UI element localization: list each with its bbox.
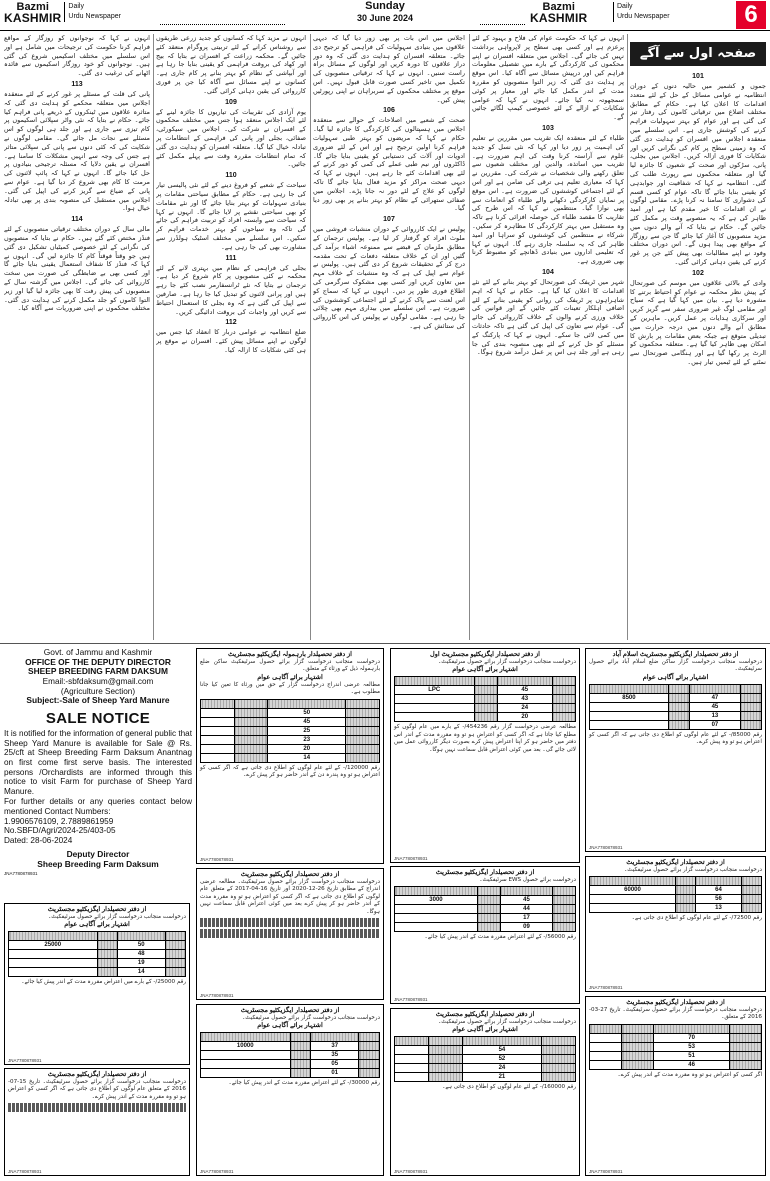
ad-ref: JNA7780878931	[589, 1169, 623, 1174]
ad-heirs-table: 70 53 51 46	[589, 1024, 762, 1070]
ad-heading: از دفتر تحصیلدار بارہمولہ ایگزیکٹیو مجسٹریٹ	[228, 651, 352, 658]
article-text: ضلع انتظامیہ نے عوامی دربار کا انعقاد کیا جس میں لوگوں نے اپنے مسائل پیش کئے۔ افسران نے موقع پر ہی کئی شکایات کا ازالہ کیا۔	[156, 328, 306, 354]
sale-notice-office: OFFICE OF THE DEPUTY DIRECTOR	[25, 656, 171, 667]
article-number: 113	[71, 80, 83, 88]
ad-ref: JNA7780878931	[394, 997, 428, 1002]
ad-heading: از دفتر تحصیلدار ایگزیکٹیو مجسٹریٹ	[47, 906, 147, 913]
ad-subheading: اشتہار برائے آگاہی عوام	[64, 921, 130, 929]
ad-text: درخواست برائے حصول EWS سرٹیفکیٹ۔	[479, 877, 576, 883]
article-text: یوم آزادی کی تقریبات کی تیاریوں کا جائزہ لینے کے لئے ایک اجلاس منعقد ہوا جس میں مختلف محکموں کے افسران نے شرکت کی۔ اجلاس میں سیکورٹی، صفائی، بجلی اور پانی کی فراہمی کے انتظامات پر تبادلہ خیال کیا گیا۔ متعلقہ افسران کو ہدایت دی گئی کہ تمام انتظامات مقررہ وقت سے پہلے مکمل کئے جائیں۔	[156, 107, 306, 169]
ad-heading: از دفتر تحصیلدار ایگزیکٹیو مجسٹریٹ	[435, 869, 535, 876]
article-number: 109	[225, 98, 237, 106]
ad-subheading: اشتہار برائے آگاہی عوام	[452, 1026, 518, 1034]
classified-ad	[4, 1068, 190, 1176]
ad-text: درخواست منجانب درخواست گزار برائے حصول سرٹیفکیٹ۔ تاریخ 15-07-2016 کے متعلق عام لوگوں کو اطلاع دی جاتی ہے کہ اگر کسی کو اعتراض ہو تو وہ مقررہ مدت کے اندر پیش کرے۔	[8, 1079, 186, 1100]
masthead-right-logo	[530, 2, 587, 24]
masthead-date: 30 June 2024	[356, 13, 414, 23]
article-column-4	[156, 34, 306, 640]
column-rule	[469, 34, 470, 640]
masthead-dateline	[290, 0, 480, 24]
ad-heirs-table: 60000 64 56 13	[589, 876, 762, 913]
classified-ad	[390, 866, 580, 1004]
ad-ref: JNA7780878931	[8, 1058, 42, 1063]
article-text: اجلاس میں اس بات پر بھی زور دیا گیا کہ دیہی علاقوں میں بنیادی سہولیات کی فراہمی کو ترجیح دی جائے۔ متعلقہ افسران کو ہدایت دی گئی کہ وہ دور دراز علاقوں کا دورہ کریں اور لوگوں کے مسائل براہ راست سنیں۔ انہوں نے کہا کہ ترقیاتی منصوبوں کی تکمیل میں تاخیر کسی صورت قابل قبول نہیں۔ اس موقع پر مختلف محکموں کے سربراہان نے اپنی رپورٹیں پیش کیں۔	[313, 34, 465, 104]
column-rule	[627, 34, 628, 640]
article-number: 103	[542, 124, 554, 132]
ad-ref: JNA7780878931	[589, 845, 623, 850]
article-text: بجلی کی فراہمی کے نظام میں بہتری لانے کے لئے محکمہ نے کئی منصوبوں پر کام شروع کر دیا ہے۔ ترجمان نے بتایا کہ نئے ٹرانسفارمر نصب کئے جا رہے ہیں اور پرانی لائنوں کو تبدیل کیا جا رہا ہے۔ صارفین سے اپیل کی گئی ہے کہ وہ بجلی کا استعمال احتیاط سے کریں اور واجبات کی بروقت ادائیگی کریں۔	[156, 263, 306, 316]
article-text: جموں و کشمیر میں حالیہ دنوں کے دوران انتظامیہ نے عوامی مسائل کے حل کے لئے متعدد اقدامات کا اعلان کیا ہے۔ حکام کے مطابق مختلف اضلاع میں ترقیاتی کاموں کی رفتار تیز کی گئی ہے اور عوام کو بہتر سہولیات فراہم کرنے کی کوشش جاری ہے۔ اس سلسلے میں منعقدہ اجلاس میں افسران کو ہدایت دی گئی کہ وہ زمینی سطح پر کام کی نگرانی کریں اور شکایات کا فوری ازالہ کریں۔ اجلاس میں بجلی، پانی، سڑکوں اور صحت کے شعبوں کا جائزہ لیا گیا اور متعلقہ محکموں سے رپورٹ طلب کی گئی۔ انتظامیہ نے کہا کہ شفافیت اور جوابدہی کو یقینی بنایا جائے گا تاکہ عوام کو کسی قسم کی دشواری کا سامنا نہ کرنا پڑے۔ مقامی لوگوں نے ان اقدامات کا خیر مقدم کیا ہے اور امید ظاہر کی ہے کہ یہ منصوبے وقت پر مکمل کئے جائیں گے۔ حکام نے بتایا کہ آنے والے دنوں میں مزید منصوبوں کا آغاز کیا جائے گا جن سے روزگار کے مواقع بھی پیدا ہوں گے۔ اس دوران مختلف وفود نے اپنے مطالبات بھی پیش کئے جن پر غور کرنے کی یقین دہانی کرائی گئی۔	[630, 82, 766, 266]
ad-heirs-table: 10000 37 35 05 01	[200, 1032, 380, 1078]
sale-notice-phones: 1.9906576109, 2.7889861959	[4, 816, 114, 826]
ad-text: رقم 56000/- کے لئے اعتراض مقررہ مدت کے اندر پیش کیا جائے۔	[424, 934, 576, 941]
sale-notice-signatory-office: Sheep Breeding Farm Daksum	[37, 859, 159, 870]
ad-text: درخواست منجانب درخواست گزار برائے حصول سرٹیفکیٹ۔	[48, 914, 186, 920]
sale-notice-govt: Govt. of Jammu and Kashmir	[43, 647, 153, 657]
article-column-3	[313, 34, 465, 640]
ad-heirs-table: 54 52 24 21	[394, 1036, 576, 1082]
article-text: انہوں نے مزید کہا کہ کسانوں کو جدید زرعی طریقوں سے روشناس کرانے کے لئے تربیتی پروگرام منعقد کئے جائیں گے۔ محکمہ زراعت کے افسران نے بتایا کہ بیج اور کھاد کی بروقت فراہمی کو یقینی بنایا جا رہا ہے اور آبپاشی کے نظام کو بہتر بنانے پر کام جاری ہے۔ کسانوں نے اپنے مسائل سے آگاہ کیا جن پر فوری کارروائی کی یقین دہانی کرائی گئی۔	[156, 34, 306, 95]
ad-text: درخواست منجانب درخواست گزار برائے حصول سرٹیفکیٹ۔	[438, 659, 576, 665]
ad-text: درخواست منجانب درخواست گزار برائے حصول سرٹیفکیٹ ساکن ضلع بارہمولہ ذیل کے ورثاء کے متعلق۔	[200, 659, 380, 673]
article-number: 106	[383, 107, 395, 115]
masthead-day: Sunday	[365, 0, 405, 12]
ad-text: درخواست منجانب درخواست گزار ساکن ضلع اسلام آباد برائے حصول سرٹیفکیٹ۔	[589, 659, 762, 673]
ad-text: رقم 25000/- کے بارے میں اعتراض مقررہ مدت کے اندر پیش کیا جائے۔	[21, 979, 186, 986]
ad-heading: از دفتر تحصیلدار ایگزیکٹیو مجسٹریٹ	[47, 1071, 147, 1078]
ad-ref: JNA7780878931	[200, 1169, 234, 1174]
sale-notice-ad	[4, 648, 192, 898]
ad-text: رقم 30000/- کے لئے اعتراض مقررہ مدت کے اندر پیش کیا جائے۔	[228, 1080, 380, 1087]
article-number: 104	[542, 268, 554, 276]
masthead-right-tag	[610, 2, 670, 22]
article-text: وادی کے بالائی علاقوں میں موسم کی صورتحال کے پیش نظر محکمہ نے عوام کو احتیاط برتنے کا مشورہ دیا ہے۔ بیان میں کہا گیا ہے کہ سیاح اور مقامی لوگ غیر ضروری سفر سے گریز کریں اور سرکاری ہدایات پر عمل کریں۔ ماہرین کے مطابق آنے والے دنوں میں درجہ حرارت میں تبدیلی متوقع ہے جبکہ بعض مقامات پر بارش کا امکان بھی ظاہر کیا گیا ہے۔ متعلقہ محکموں کو الرٹ پر رکھا گیا ہے اور ہنگامی صورتحال سے نمٹنے کے لئے ٹیمیں تیار ہیں۔	[630, 278, 766, 366]
article-number: 111	[225, 254, 237, 262]
masthead-tag-urdu: Urdu Newspaper	[617, 13, 670, 20]
sale-notice-number: No.SBFD/Agri/2024-25/403-05	[4, 826, 116, 836]
masthead-name-bottom: KASHMIR	[530, 11, 588, 25]
ad-text: رقم 72500/- کے لئے عام لوگوں کو اطلاع دی جاتی ہے۔	[631, 915, 762, 922]
masthead-dotted-rule-right	[480, 24, 525, 25]
ad-ref: JNA7780878931	[8, 1169, 42, 1174]
classified-ad	[585, 648, 766, 852]
ad-text: درخواست منجانب درخواست گزار برائے حصول سرٹیفکیٹ۔ مطالعہ عرضی اندراج کے مطابق تاریخ 26-12-2020 اور تاریخ 16-04-2017 کے متعلق عام لوگوں کو اطلاع دی جاتی ہے کہ اگر کسی کو اعتراض ہو تو وہ مقررہ مدت کے اندر حاضر ہو کر پیش کرے بعد میں کوئی اعتراض قابل سماعت نہیں ہوگا۔	[200, 879, 381, 915]
ad-text: درخواست منجانب درخواست گزار برائے حصول سرٹیفکیٹ۔	[242, 1015, 380, 1021]
article-text: مالی سال کے دوران مختلف ترقیاتی منصوبوں کے لئے فنڈز مختص کئے گئے ہیں۔ حکام نے بتایا کہ منصوبوں کی نگرانی کے لئے خصوصی کمیٹیاں تشکیل دی گئی ہیں جو وقتاً فوقتاً کام کا جائزہ لیں گی۔ انہوں نے کہا کہ فنڈز کا شفاف استعمال یقینی بنایا جائے گا اور کسی بھی بے ضابطگی کی صورت میں سخت کارروائی کی جائے گی۔ اجلاس میں گزشتہ سال کے منصوبوں کی پیش رفت کا بھی جائزہ لیا گیا اور زیر التوا کاموں کو جلد مکمل کرنے کی ہدایت دی گئی۔ مختلف محکموں نے اپنی ضروریات سے آگاہ کیا۔	[4, 225, 150, 313]
sale-notice-ref: JNA7780878931	[4, 871, 38, 877]
ad-text-line	[200, 929, 380, 938]
ad-text-line	[8, 1103, 186, 1112]
ad-heirs-table: 50 45 25 23 20 14	[200, 699, 380, 763]
ad-subheading: اشتہار برائے آگاہی عوام	[257, 1022, 323, 1030]
ad-text-line	[200, 918, 380, 927]
article-text: شہر میں ٹریفک کی صورتحال کو بہتر بنانے کے لئے نئے اقدامات کا اعلان کیا گیا ہے۔ حکام نے کہا کہ اہم شاہراہوں پر ٹریفک کی روانی کو یقینی بنانے کے لئے اضافی اہلکار تعینات کئے جائیں گے اور قوانین کی خلاف ورزی کرنے والوں کے خلاف کارروائی کی جائے گی۔ عوام سے تعاون کی اپیل کی گئی ہے تاکہ حادثات میں کمی لائی جا سکے۔ انہوں نے کہا کہ پارکنگ کے مسئلے کو حل کرنے کے لئے بھی منصوبہ بندی کی جا رہی ہے اور جلد ہی اس پر عمل درآمد شروع ہوگا۔	[472, 277, 624, 357]
sale-notice-date: Dated: 28-06-2024	[4, 835, 73, 845]
ad-text: درخواست منجانب درخواست گزار برائے حصول سرٹیفکیٹ۔	[624, 867, 762, 873]
masthead	[0, 0, 770, 30]
ad-text: رقم 160000/- کے لئے عام لوگوں کو اطلاع دی جاتی ہے۔	[442, 1084, 576, 1091]
masthead-name-top: Bazmi	[16, 1, 49, 13]
classified-ad	[196, 648, 384, 864]
ad-subheading: اشتہار برائے آگاہی عوام	[452, 666, 518, 674]
article-number: 107	[383, 216, 395, 224]
article-column-5	[4, 34, 150, 640]
article-text: پانی کی قلت کے مسئلے پر غور کرنے کے لئے منعقدہ اجلاس میں متعلقہ محکمے کو ہدایت دی گئی کہ متاثرہ علاقوں میں ٹینکروں کے ذریعے پانی فراہم کیا جائے۔ حکام نے بتایا کہ نئی واٹر سپلائی اسکیموں پر کام تیزی سے جاری ہے اور جلد ہی لوگوں کو اس مسئلے سے نجات مل جائے گی۔ مقامی لوگوں نے شکایت کی کہ کئی دنوں سے پانی کی سپلائی متاثر ہے جس کی وجہ سے انہیں مشکلات کا سامنا ہے۔ افسران نے یقین دلایا کہ مسئلہ ترجیحی بنیادوں پر حل کیا جائے گا۔ انہوں نے کہا کہ پائپ لائنوں کی مرمت کا کام بھی شروع کر دیا گیا ہے۔ عوام سے پانی کے ضیاع سے گریز کرنے کی اپیل کی گئی۔ اجلاس میں مستقبل کی منصوبہ بندی پر بھی تبادلہ خیال ہوا۔	[4, 89, 150, 213]
article-text: صحت کے شعبے میں اصلاحات کے حوالے سے منعقدہ اجلاس میں ہسپتالوں کی کارکردگی کا جائزہ لیا گیا۔ حکام نے کہا کہ مریضوں کو بہتر طبی سہولیات فراہم کرنا اولین ترجیح ہے اور اس کے لئے ضروری ادویات اور آلات کی دستیابی کو یقینی بنایا جائے گا۔ ڈاکٹروں اور نیم طبی عملے کی کمی کو دور کرنے کے لئے بھی اقدامات کئے جا رہے ہیں۔ انہوں نے کہا کہ دیہی صحت مراکز کو مزید فعال بنایا جائے گا تاکہ لوگوں کو علاج کے لئے دور نہ جانا پڑے۔ اجلاس میں صفائی ستھرائی کے نظام کو بہتر بنانے پر بھی زور دیا گیا۔	[313, 116, 465, 213]
masthead-tag-daily: Daily	[617, 3, 633, 10]
article-text: سیاحت کے شعبے کو فروغ دینے کے لئے نئی پالیسی تیار کی جا رہی ہے۔ حکام کے مطابق سیاحتی مقامات پر بنیادی سہولیات کو بہتر بنایا جائے گا اور نئے مقامات کو بھی سیاحتی نقشے پر لایا جائے گا۔ انہوں نے کہا کہ سیاحت سے وابستہ افراد کو تربیت فراہم کی جائے گی تاکہ وہ سیاحوں کو بہتر خدمات فراہم کر سکیں۔ اس سلسلے میں مختلف اسٹیک ہولڈرز سے مشاورت بھی کی جا رہی ہے۔	[156, 181, 306, 251]
ads-section-rule	[0, 643, 770, 644]
article-number: 102	[692, 269, 704, 277]
ad-heading: از دفتر تحصیلدار ایگزیکٹیو مجسٹریٹ	[626, 859, 725, 866]
ad-text: مطالعہ عرضی اندراج درخواست گزار کے حق میں ورثاء کا تعین کیا جانا مطلوب ہے۔	[200, 681, 380, 696]
classified-ad	[4, 903, 190, 1065]
ad-text: مطالعہ عرضی درخواست گزار رقم 454236/- کے بارے میں عام لوگوں کو مطلع کیا جاتا ہے کہ اگر کسی کو اعتراض ہو تو وہ مقررہ مدت کے اندر اس دفتر میں حاضر ہو کر اپنا اعتراض پیش کرے بصورت دیگر کارروائی عمل میں لائی جائے گی۔ بعد میں کوئی اعتراض قابل سماعت نہیں ہوگا۔	[394, 724, 576, 753]
page-number-badge: 6	[736, 1, 766, 29]
ad-subheading: اشتہار برائے آگاہی عوام	[257, 673, 323, 681]
column-rule	[153, 34, 154, 640]
masthead-tag-urdu: Urdu Newspaper	[68, 13, 121, 20]
sale-notice-subject: Subject:-Sale of Sheep Yard Manure	[26, 695, 170, 706]
sale-notice-farm: SHEEP BREEDING FARM DAKSUM	[28, 666, 168, 677]
classified-ad	[585, 996, 766, 1176]
ad-heading: از دفتر تحصیلدار ایگزیکٹیو مجسٹریٹ	[626, 999, 725, 1006]
article-text: انہوں نے کہا کہ نوجوانوں کو روزگار کے مواقع فراہم کرنا حکومت کی ترجیحات میں شامل ہے اور اس سلسلے میں مختلف اسکیمیں شروع کی گئی ہیں۔ نوجوانوں کو خود روزگار اسکیموں سے فائدہ اٹھانے کی ترغیب دی گئی۔	[4, 34, 150, 78]
ad-text: رقم 85000/- کے لئے عام لوگوں کو اطلاع دی جاتی ہے کہ اگر کسی کو اعتراض ہو تو وہ پیش کرے۔	[589, 731, 762, 746]
ad-ref: JNA7780878931	[200, 993, 234, 998]
masthead-dotted-rule-left	[160, 24, 285, 25]
ad-heirs-table: 8500 47 45 13 07	[589, 684, 762, 730]
ad-ref: JNA7780878931	[200, 857, 234, 862]
sale-notice-section: (Agriculture Section)	[60, 686, 136, 696]
masthead-left-logo	[4, 2, 121, 24]
ad-heading: از دفتر تحصیلدار ایگزیکٹیو مجسٹریٹ اول	[430, 651, 540, 658]
classified-ad	[196, 868, 384, 1000]
masthead-name-top: Bazmi	[542, 1, 575, 13]
ad-ref: JNA7780878931	[394, 856, 428, 861]
sale-notice-body: It is notified for the information of general public that Sheep Yard Manure is available for Sale @ Rs. 25/cft at Sheep Breeding Farm Daksum Anantnag on first come first serve basis. The interested persons /Orchardists are informed through this notice to visit Farm for purchase of Sheep Yard Manure.	[4, 729, 192, 796]
article-column-2	[472, 34, 624, 640]
ad-ref: JNA7780878931	[394, 1169, 428, 1174]
ad-heading: از دفتر تحصیلدار ایگزیکٹیو مجسٹریٹ	[240, 1007, 340, 1014]
article-number: 110	[225, 172, 237, 180]
sale-notice-email: Email:-sbfdaksum@gmail.com	[42, 677, 154, 687]
ad-text: رقم 120000/- کے لئے عام لوگوں کو اطلاع دی جاتی ہے کہ اگر کسی کو اعتراض ہو تو وہ پندرہ دن کے اندر حاضر ہو کر پیش کرے۔	[200, 764, 380, 779]
article-text: پولیس نے ایک کارروائی کے دوران منشیات فروشی میں ملوث افراد کو گرفتار کر لیا ہے۔ پولیس ترجمان کے مطابق ملزمان کے قبضے سے ممنوعہ اشیاء برآمد کی گئیں اور ان کے خلاف متعلقہ دفعات کے تحت مقدمہ درج کر کے تحقیقات شروع کر دی گئی ہیں۔ پولیس نے عوام سے اپیل کی ہے کہ وہ منشیات کے خلاف مہم میں تعاون کریں اور کسی بھی مشکوک سرگرمی کی اطلاع فوری طور پر دیں۔ انہوں نے کہا کہ سماج کو اس لعنت سے پاک کرنے کے لئے اجتماعی کوششوں کی ضرورت ہے۔ اس سلسلے میں بیداری مہم بھی چلائی جا رہی ہے۔ مقامی لوگوں نے پولیس کی اس کارروائی کی ستائش کی ہے۔	[313, 225, 465, 330]
sale-notice-title: SALE NOTICE	[45, 710, 151, 728]
classified-ad	[390, 1008, 580, 1176]
article-text: طلباء کے لئے منعقدہ ایک تقریب میں مقررین نے تعلیم کی اہمیت پر زور دیا اور کہا کہ نئی نسل کو جدید علوم سے آراستہ کرنا وقت کی اہم ضرورت ہے۔ تقریب میں اساتذہ، والدین اور مختلف شعبوں سے تعلق رکھنے والی شخصیات نے شرکت کی۔ مقررین نے کہا کہ معیاری تعلیم ہی ترقی کی ضامن ہے اور اس کے لئے اجتماعی کوششوں کی ضرورت ہے۔ اس موقع پر نمایاں کارکردگی دکھانے والے طلباء کو انعامات سے بھی نوازا گیا۔ منتظمین نے کہا کہ اس طرح کی تقاریب کا مقصد طلباء کی حوصلہ افزائی کرنا ہے تاکہ وہ مستقبل میں بہتر کارکردگی کا مظاہرہ کر سکیں۔ شرکاء نے منتظمین کی کوششوں کو سراہا اور امید ظاہر کی کہ یہ سلسلہ جاری رہے گا۔ انہوں نے کہا کہ تعلیمی اداروں میں بنیادی ڈھانچے کو مضبوط کرنا بھی ضروری ہے۔	[472, 133, 624, 266]
article-column-1	[630, 70, 766, 640]
article-number: 114	[71, 216, 83, 224]
ad-heirs-table: LPC 45 43 24 20	[394, 676, 576, 722]
classified-ad	[390, 648, 580, 863]
ad-heading: از دفتر تحصیلدار ایگزیکٹیو مجسٹریٹ	[240, 871, 340, 878]
ad-subheading: اشتہار برائے آگاہی عوام	[642, 673, 709, 681]
ad-heading: از دفتر تحصیلدار ایگزیکٹیو مجسٹریٹ	[435, 1011, 535, 1018]
masthead-tag-daily: Daily	[68, 3, 84, 10]
article-number: 101	[692, 73, 704, 80]
classified-ad	[196, 1004, 384, 1176]
ad-text: درخواست منجانب درخواست گزار برائے حصول سرٹیفکیٹ۔	[438, 1019, 576, 1025]
article-number: 112	[225, 319, 237, 327]
article-text: انہوں نے کہا کہ حکومت عوام کی فلاح و بہبود کے لئے پرعزم ہے اور کسی بھی سطح پر لاپرواہی برداشت نہیں کی جائے گی۔ اجلاس میں متعلقہ افسران نے اپنے محکموں کی کارکردگی کے بارے میں تفصیلی معلومات فراہم کیں اور درپیش مسائل سے آگاہ کیا۔ اس موقع پر ہدایت دی گئی کہ زیر التوا منصوبوں کو مقررہ مدت کے اندر مکمل کیا جائے اور معیار پر کوئی سمجھوتہ نہ کیا جائے۔ انہوں نے کہا کہ عوامی شکایات کے ازالے کے لئے خصوصی کیمپ لگائے جائیں گے۔	[472, 34, 624, 122]
ad-text: اگر کسی کو اعتراض ہو تو وہ مقررہ مدت کے اندر پیش کرے۔	[617, 1071, 762, 1078]
continued-from-front-banner: صفحہ اول سے آگے	[630, 42, 766, 66]
masthead-underline	[0, 30, 770, 31]
ad-text: درخواست منجانب درخواست گزار برائے حصول سرٹیفکیٹ۔ تاریخ 27-03-2016 کے متعلق۔	[589, 1007, 762, 1021]
classified-ad	[585, 856, 766, 992]
ad-heading: از دفتر تحصیلدار ایگزیکٹیو مجسٹریٹ اسلام آباد	[612, 651, 739, 658]
ad-heirs-table: 3000 45 44 17 09	[394, 886, 576, 932]
ad-ref: JNA7780878931	[589, 985, 623, 990]
sale-notice-signatory: Deputy Director	[66, 849, 130, 860]
masthead-name-bottom: KASHMIR	[4, 11, 62, 25]
sale-notice-contact: For further details or any queries contact below mentioned Contact Numbers:	[4, 797, 192, 816]
ad-heirs-table: 25000 50 48 19 14	[8, 931, 186, 977]
column-rule	[310, 34, 311, 640]
